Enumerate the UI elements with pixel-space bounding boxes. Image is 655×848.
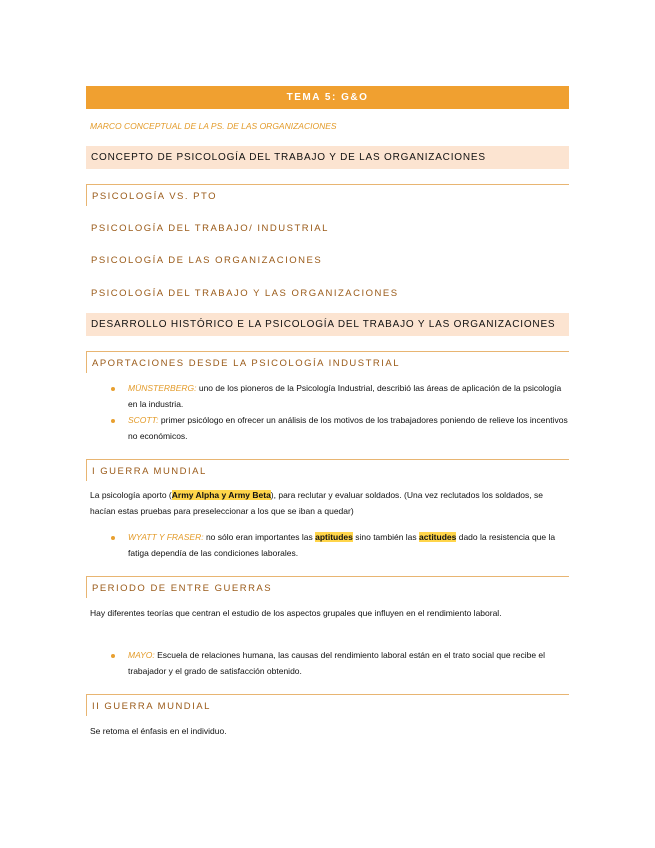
paragraph-guerra-2: Se retoma el énfasis en el individuo. bbox=[90, 726, 227, 736]
subheading-guerra-mundial-2: II GUERRA MUNDIAL bbox=[86, 694, 569, 716]
paragraph-guerra-1: La psicología aporto (Army Alpha y Army Beta), para reclutar y evaluar soldados. (Una vez reclutados los soldados, se hacían estas pruebas para preseleccionar a los que se iban a quedar) bbox=[90, 490, 543, 516]
list-item-munsterberg bbox=[86, 381, 569, 412]
author-name: MÜNSTERBERG: bbox=[128, 383, 197, 393]
paragraph-entre-guerras: Hay diferentes teorías que centran el estudio de los aspectos grupales que influyen en el rendimiento laboral. bbox=[90, 608, 502, 618]
subheading-psicologia-vs-pto: PSICOLOGÍA VS. PTO bbox=[86, 184, 569, 206]
section-heading-desarrollo: DESARROLLO HISTÓRICO E LA PSICOLOGÍA DEL TRABAJO Y LAS ORGANIZACIONES bbox=[86, 313, 569, 336]
highlight-aptitudes: aptitudes bbox=[315, 532, 353, 542]
document-subtitle: MARCO CONCEPTUAL DE LA PS. DE LAS ORGANIZACIONES bbox=[90, 121, 337, 131]
bullet-dot bbox=[111, 536, 115, 540]
author-name: MAYO: bbox=[128, 650, 155, 660]
document-title: TEMA 5: G&O bbox=[86, 86, 569, 109]
list-item-wyatt-fraser: WYATT Y FRASER: no sólo eran importantes las aptitudes sino también las actitudes dado la resistencia que la fatiga dependía de las condiciones laborales. bbox=[86, 530, 569, 561]
bullet-dot bbox=[111, 387, 115, 391]
author-name: WYATT Y FRASER: bbox=[128, 532, 204, 542]
list-item-text: primer psicólogo en ofrecer un análisis de los motivos de los trabajadores poniendo de relieve los incentivos no económicos. bbox=[128, 415, 568, 441]
list-item-text: uno de los pioneros de la Psicología Industrial, describió las áreas de aplicación de la psicología en la industria. bbox=[128, 383, 562, 409]
highlight-actitudes: actitudes bbox=[419, 532, 457, 542]
bullet-dot bbox=[111, 654, 115, 658]
highlight-army: Army Alpha y Army Beta bbox=[171, 490, 271, 500]
subheading-entre-guerras: PERIODO DE ENTRE GUERRAS bbox=[86, 576, 569, 598]
bullet-dot bbox=[111, 419, 115, 423]
subheading-organizaciones: PSICOLOGÍA DE LAS ORGANIZACIONES bbox=[91, 255, 323, 266]
list-item-text: Escuela de relaciones humana, las causas del rendimiento laboral están en el trato social que recibe el trabajador y el grado de satisfacción obtenido. bbox=[128, 650, 546, 676]
section-heading-concepto: CONCEPTO DE PSICOLOGÍA DEL TRABAJO Y DE LAS ORGANIZACIONES bbox=[86, 146, 569, 169]
list-item-scott bbox=[86, 413, 569, 444]
subheading-trabajo-organizaciones: PSICOLOGÍA DEL TRABAJO Y LAS ORGANIZACIONES bbox=[91, 288, 399, 299]
subheading-guerra-mundial-1: I GUERRA MUNDIAL bbox=[86, 459, 569, 481]
subheading-aportaciones: APORTACIONES DESDE LA PSICOLOGÍA INDUSTRIAL bbox=[86, 351, 569, 373]
author-name: SCOTT: bbox=[128, 415, 159, 425]
list-item-mayo bbox=[86, 648, 569, 679]
subheading-trabajo-industrial: PSICOLOGÍA DEL TRABAJO/ INDUSTRIAL bbox=[91, 223, 329, 234]
